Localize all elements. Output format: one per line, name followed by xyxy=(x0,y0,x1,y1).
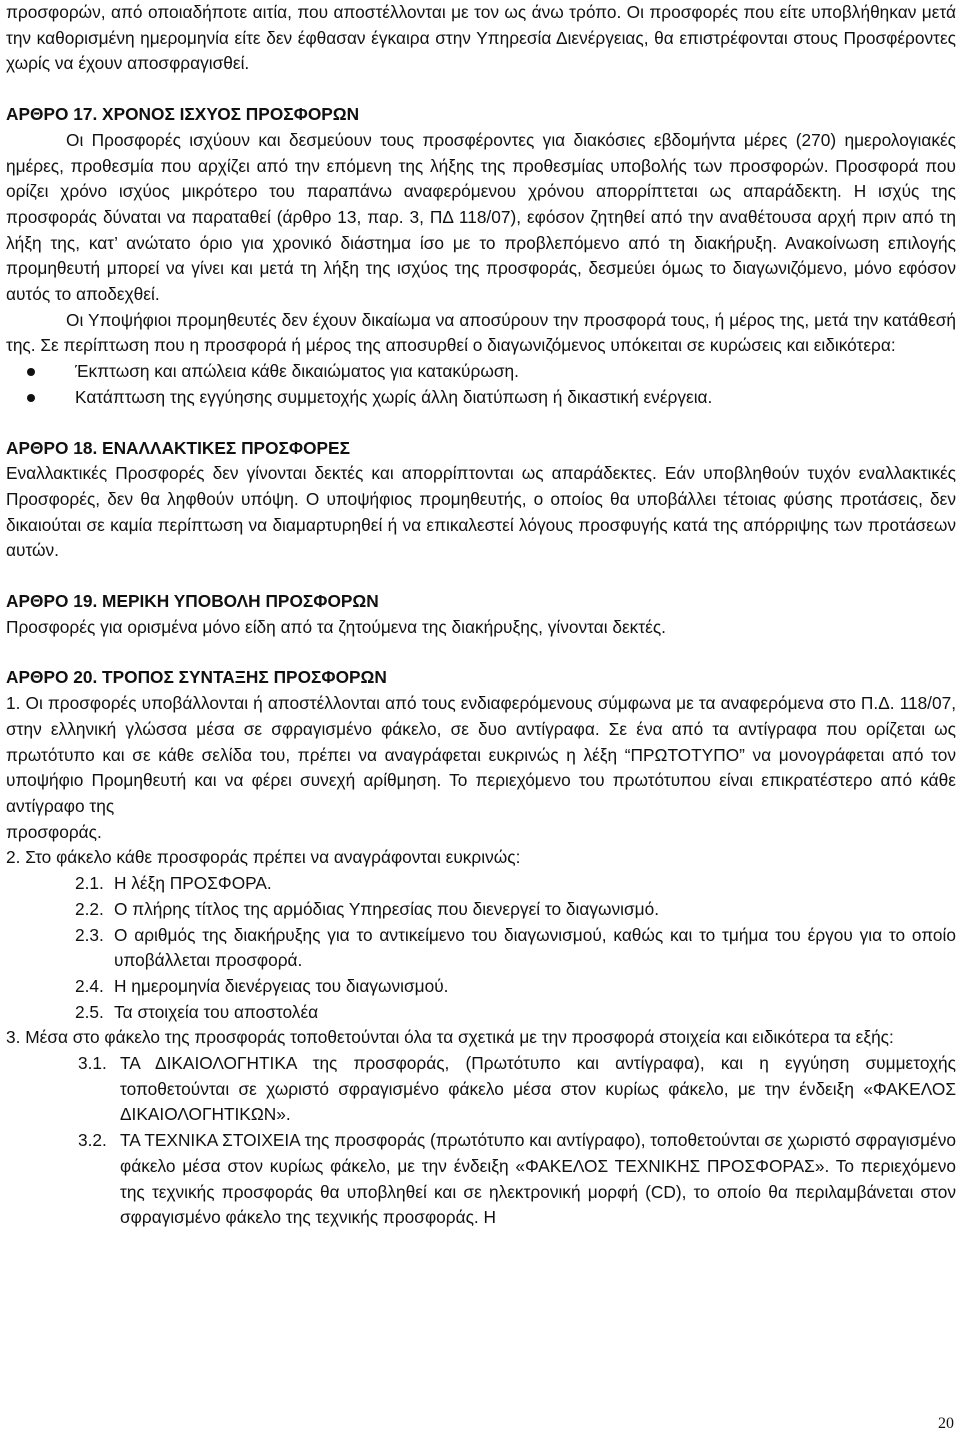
subitem-text: ΤΑ ΔΙΚΑΙΟΛΟΓΗΤΙΚΑ της προσφοράς, (Πρωτότυπο και αντίγραφα), και η εγγύηση συμμετοχής τοποθετούνται σε χωριστό σφραγισμένο φάκελο μέσα στον κυρίως φάκελο, με την ένδειξη «ΦΑΚΕΛΟΣ ΔΙΚΑΙΟΛΟΓΗΤΙΚΩΝ». xyxy=(120,1053,956,1125)
page-number: 20 xyxy=(938,1415,954,1432)
subitem-text: Ο αριθμός της διακήρυξης για το αντικείμενο του διαγωνισμού, καθώς και το τμήμα του έργου για το οποίο υποβάλλεται προσφορά. xyxy=(114,924,956,971)
subitem-3-1 xyxy=(6,1051,956,1128)
subitem-text: Ο πλήρης τίτλος της αρμόδιας Υπηρεσίας που διενεργεί το διαγωνισμό. xyxy=(114,898,660,919)
article-20-item-3: 3. Μέσα στο φάκελο της προσφοράς τοποθετούνται όλα τα σχετικά με την προσφορά στοιχεία και ειδικότερα τα εξής: xyxy=(6,1027,894,1048)
subitem-number: 2.2. xyxy=(75,898,104,919)
subitem-2-1 xyxy=(6,871,956,897)
bullet-item: Κατάπτωση της εγγύησης συμμετοχής χωρίς άλλη διατύπωση ή δικαστική ενέργεια. xyxy=(6,385,956,411)
subitem-number: 3.1. xyxy=(78,1053,107,1074)
article-17-bullet-list xyxy=(6,359,956,410)
article-19-heading: ΑΡΘΡΟ 19. ΜΕΡΙΚΗ ΥΠΟΒΟΛΗ ΠΡΟΣΦΟΡΩΝ xyxy=(6,591,379,612)
subitem-number: 2.4. xyxy=(75,975,104,996)
article-18-paragraph: Εναλλακτικές Προσφορές δεν γίνονται δεκτές και απορρίπτονται ως απαράδεκτες. Εάν υποβληθούν τυχόν εναλλακτικές Προσφορές, δεν θα ληφθούν υπόψη. Ο υποψήφιος προμηθευτής, ο οποίος θα υποβάλλει τέτοιας φύσης προτάσεις, δεν δικαιούται σε καμία περίπτωση να διαμαρτυρηθεί ή να επικαλεστεί λόγους προσφυγής κατά της απόρριψης των προτάσεων αυτών. xyxy=(6,463,956,561)
spacer xyxy=(6,411,956,436)
spacer xyxy=(6,564,956,589)
article-17-heading: ΑΡΘΡΟ 17. ΧΡΟΝΟΣ ΙΣΧΥΟΣ ΠΡΟΣΦΟΡΩΝ xyxy=(6,104,360,125)
subitem-2-2 xyxy=(6,897,956,923)
spacer xyxy=(6,640,956,665)
subitem-2-5 xyxy=(6,1000,956,1026)
document-page xyxy=(6,0,956,1231)
article-18-heading: ΑΡΘΡΟ 18. ΕΝΑΛΛΑΚΤΙΚΕΣ ΠΡΟΣΦΟΡΕΣ xyxy=(6,437,350,458)
article-20-item-1: 1. Οι προσφορές υποβάλλονται ή αποστέλλονται από τους ενδιαφερόμενους σύμφωνα με τα αναφερόμενα στο Π.Δ. 118/07, στην ελληνική γλώσσα μέσα σε σφραγισμένο φάκελο, σε δυο αντίγραφα. Σε ένα από τα αντίγραφα που ορίζεται ως πρωτότυπο και σε κάθε σελίδα του, πρέπει να αναγράφεται ευκρινώς η λέξη “ΠΡΩΤΟΤΥΠΟ” να μονογράφεται από τον υποψήφιο Προμηθευτή και να φέρει συνεχή αρίθμηση. Το περιεχόμενο του πρωτότυπου είναι επικρατέστερο από κάθε αντίγραφο της xyxy=(6,693,956,816)
article-19-paragraph: Προσφορές για ορισμένα μόνο είδη από τα ζητούμενα της διακήρυξης, γίνονται δεκτές. xyxy=(6,616,666,637)
subitem-text: Η ημερομηνία διενέργειας του διαγωνισμού. xyxy=(114,975,449,996)
article-20-heading: ΑΡΘΡΟ 20. ΤΡΟΠΟΣ ΣΥΝΤΑΞΗΣ ΠΡΟΣΦΟΡΩΝ xyxy=(6,667,387,688)
bullet-item: Έκπτωση και απώλεια κάθε δικαιώματος για κατακύρωση. xyxy=(6,359,956,385)
subitem-text: Η λέξη ΠΡΟΣΦΟΡΑ. xyxy=(114,873,272,894)
subitem-text: Τα στοιχεία του αποστολέα xyxy=(114,1001,319,1022)
intro-paragraph: προσφορών, από οποιαδήποτε αιτία, που αποστέλλονται με τον ως άνω τρόπο. Οι προσφορές που είτε υποβλήθηκαν μετά την καθορισμένη ημερομηνία είτε δεν έφθασαν έγκαιρα στην Υπηρεσία Διενέργειας, θα επιστρέφονται στους Προσφέροντες χωρίς να έχουν αποσφραγισθεί. xyxy=(6,2,956,74)
subitem-number: 3.2. xyxy=(78,1130,107,1151)
subitem-number: 2.1. xyxy=(75,873,104,894)
subitem-2-3 xyxy=(6,923,956,974)
article-17-paragraph-1: Οι Προσφορές ισχύουν και δεσμεύουν τους προσφέροντες για διακόσιες εβδομήντα μέρες (270) ημερολογιακές ημέρες, προθεσμία που αρχίζει από την επόμενη της λήξης της προθεσμίας υποβολής των προσφορών. Προσφορά που ορίζει χρόνο ισχύος μικρότερο του παραπάνω αναφερόμενου χρόνου απορρίπτεται ως απαράδεκτη. Η ισχύς της προσφοράς δύναται να παραταθεί (άρθρο 13, παρ. 3, ΠΔ 118/07), εφόσον ζητηθεί από την αναθέτουσα αρχή πριν από τη λήξη της, κατ’ ανώτατο όριο για χρονικό διάστημα ίσο με το προβλεπόμενο από τη διακήρυξη. Ανακοίνωση επιλογής προμηθευτή μπορεί να γίνει και μετά τη λήξη της ισχύος της προσφοράς, δεσμεύει όμως το διαγωνιζόμενο, μόνο εφόσον αυτός το αποδεχθεί. xyxy=(6,129,956,305)
subitem-2-4 xyxy=(6,974,956,1000)
subitem-text: ΤΑ ΤΕΧΝΙΚΑ ΣΤΟΙΧΕΙΑ της προσφοράς (πρωτότυπο και αντίγραφο), τοποθετούνται σε χωριστό σφραγισμένο φάκελο μέσα στον κυρίως φάκελο, με την ένδειξη «ΦΑΚΕΛΟΣ ΤΕΧΝΙΚΗΣ ΠΡΟΣΦΟΡΑΣ». Το περιεχόμενο της τεχνικής προσφοράς θα υποβληθεί και σε ηλεκτρονική μορφή (CD), το οποίο θα περιλαμβάνεται στον σφραγισμένο φάκελο της τεχνικής προσφοράς. Η xyxy=(120,1130,956,1228)
article-20-item-1-tail: προσφοράς. xyxy=(6,821,102,842)
spacer xyxy=(6,77,956,102)
subitem-3-2 xyxy=(6,1128,956,1231)
subitem-number: 2.5. xyxy=(75,1001,104,1022)
article-17-paragraph-2: Οι Υποψήφιοι προμηθευτές δεν έχουν δικαίωμα να αποσύρουν την προσφορά τους, ή μέρος της, μετά την κατάθεσή της. Σε περίπτωση που η προσφορά ή μέρος της αποσυρθεί ο διαγωνιζόμενος υπόκειται σε κυρώσεις και ειδικότερα: xyxy=(6,309,956,356)
subitem-number: 2.3. xyxy=(75,924,104,945)
article-20-item-2: 2. Στο φάκελο κάθε προσφοράς πρέπει να αναγράφονται ευκρινώς: xyxy=(6,847,521,868)
